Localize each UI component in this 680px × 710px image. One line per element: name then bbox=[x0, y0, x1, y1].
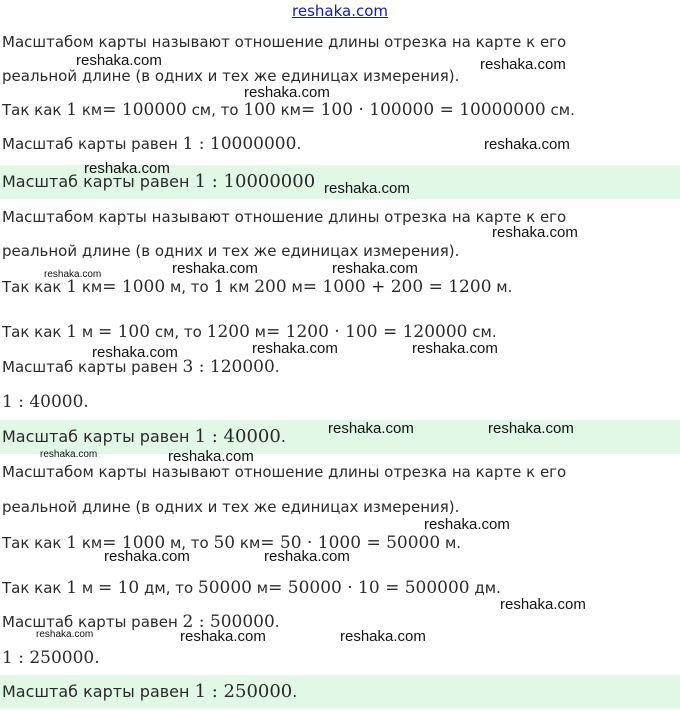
calc-line: Так как 1 м = 100 см, то 1200 м= 1200 · 100 = 120000 см. bbox=[2, 322, 497, 342]
definition-line-2: реальной длине (в одних и тех же единицах измерения). bbox=[2, 498, 460, 516]
watermark: reshaka.com bbox=[264, 548, 350, 565]
watermark: reshaka.com bbox=[488, 420, 574, 437]
definition-line-2: реальной длине (в одних и тех же единицах измерения). bbox=[2, 242, 460, 260]
ratio-line: 1 : 40000. bbox=[2, 392, 89, 412]
watermark: reshaka.com bbox=[484, 136, 570, 153]
watermark: reshaka.com bbox=[480, 56, 566, 73]
watermark: reshaka.com bbox=[180, 628, 266, 645]
watermark: reshaka.com bbox=[340, 628, 426, 645]
scale-line: Масштаб карты равен 2 : 500000. bbox=[2, 612, 280, 632]
watermark: reshaka.com bbox=[84, 160, 170, 177]
site-header bbox=[0, 0, 680, 24]
watermark: reshaka.com bbox=[424, 516, 510, 533]
answer-box: Масштаб карты равен 1 : 10000000 bbox=[0, 165, 680, 199]
watermark: reshaka.com bbox=[492, 224, 578, 241]
calc-line: Так как 1 км= 100000 см, то 100 км= 100 · 100000 = 10000000 см. bbox=[2, 100, 575, 120]
answer-box: Масштаб карты равен 1 : 250000. bbox=[0, 675, 680, 709]
watermark: reshaka.com bbox=[36, 629, 94, 640]
calc-line: Так как 1 км= 1000 м, то 50 км= 50 · 1000 = 50000 м. bbox=[2, 533, 462, 553]
watermark: reshaka.com bbox=[412, 340, 498, 357]
site-link[interactable]: reshaka.com bbox=[292, 2, 388, 20]
watermark: reshaka.com bbox=[500, 596, 586, 613]
calc-line: Так как 1 м = 10 дм, то 50000 м= 50000 · 10 = 500000 дм. bbox=[2, 578, 501, 598]
watermark: reshaka.com bbox=[92, 344, 178, 361]
watermark: reshaka.com bbox=[324, 180, 410, 197]
calc-line: Так как 1 км= 1000 м, то 1 км 200 м= 1000 + 200 = 1200 м. bbox=[2, 277, 513, 297]
watermark: reshaka.com bbox=[104, 548, 190, 565]
answer-box: Масштаб карты равен 1 : 40000. bbox=[0, 420, 680, 454]
watermark: reshaka.com bbox=[252, 340, 338, 357]
scale-line: Масштаб карты равен 1 : 10000000. bbox=[2, 134, 302, 154]
watermark: reshaka.com bbox=[168, 448, 254, 465]
definition-line-1: Масштабом карты называют отношение длины отрезка на карте к его bbox=[2, 208, 567, 226]
watermark: reshaka.com bbox=[244, 84, 330, 101]
watermark: reshaka.com bbox=[172, 260, 258, 277]
watermark: reshaka.com bbox=[328, 420, 414, 437]
definition-line-1: Масштабом карты называют отношение длины отрезка на карте к его bbox=[2, 33, 567, 51]
definition-line-2: реальной длине (в одних и тех же единицах измерения). bbox=[2, 67, 460, 85]
watermark: reshaka.com bbox=[76, 52, 162, 69]
definition-line-1: Масштабом карты называют отношение длины отрезка на карте к его bbox=[2, 463, 567, 481]
watermark: reshaka.com bbox=[40, 449, 98, 460]
scale-line: Масштаб карты равен 3 : 120000. bbox=[2, 357, 280, 377]
ratio-line: 1 : 250000. bbox=[2, 648, 100, 668]
watermark: reshaka.com bbox=[44, 269, 102, 280]
watermark: reshaka.com bbox=[332, 260, 418, 277]
